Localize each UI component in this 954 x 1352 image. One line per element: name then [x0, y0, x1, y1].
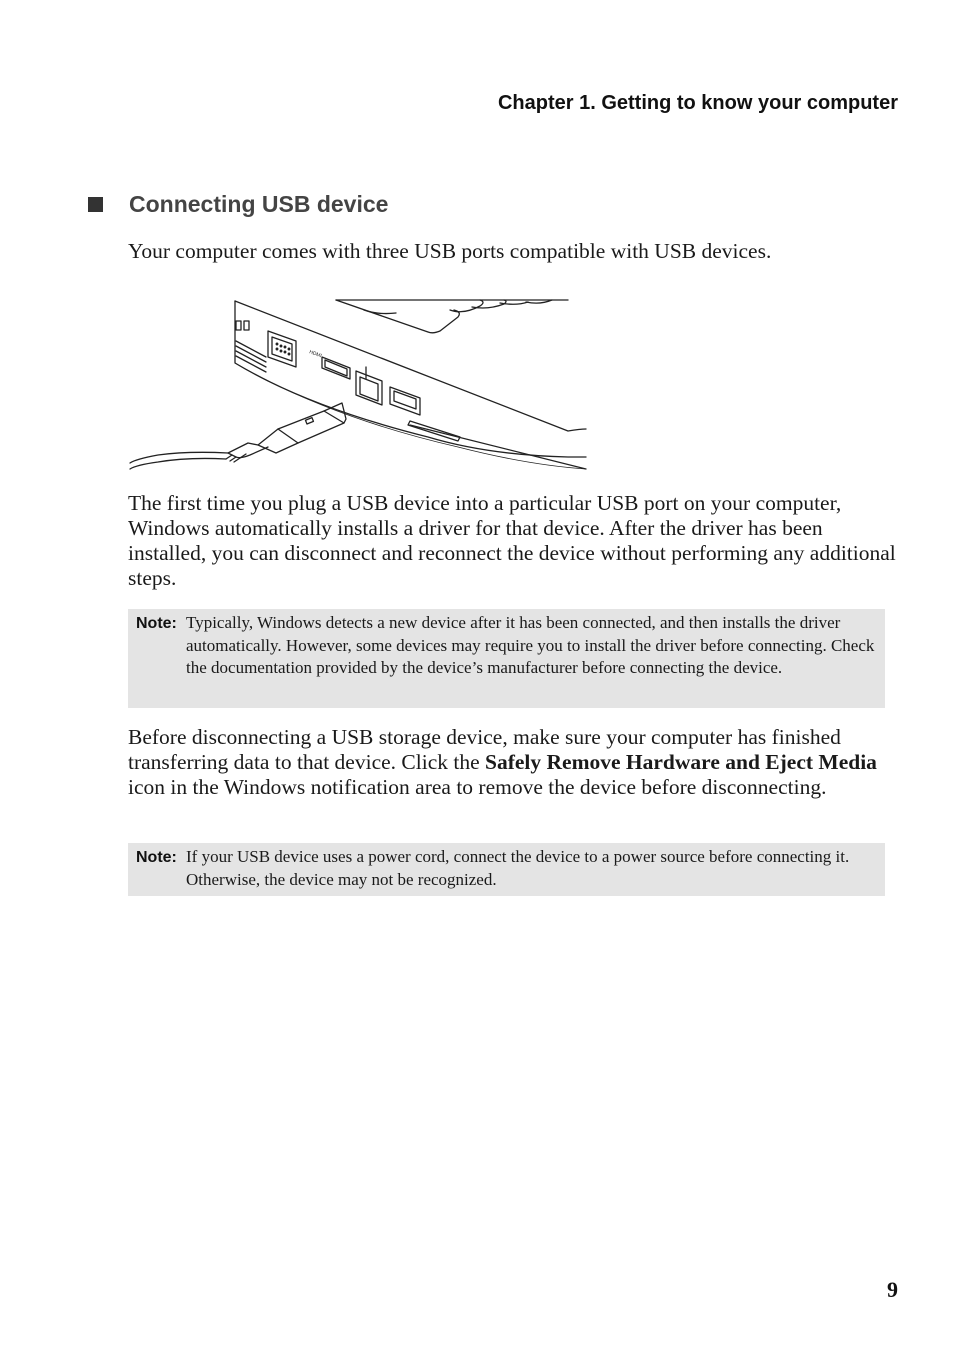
first-time-paragraph: The first time you plug a USB device into a particular USB port on your computer, Windows automatically installs a driver for that device. After the driver has been installed, you can disconnect and reconnect the device without performing any additional steps.: [128, 491, 896, 590]
note-label: Note:: [136, 615, 177, 632]
note-label: Note:: [136, 849, 177, 866]
section-heading: [88, 191, 388, 218]
note-box: [128, 609, 885, 708]
usb-plug-icon: [130, 403, 346, 469]
note-box: [128, 843, 885, 896]
laptop-side-view-icon: [128, 297, 588, 475]
safely-remove-hardware-term: Safely Remove Hardware and Eject Media: [485, 750, 877, 774]
note-text: Typically, Windows detects a new device after it has been connected, and then installs the driver automatically. However, some devices may require you to install the driver before connecting. Check the documentation provided by the device’s manufacturer before connecting the device.: [186, 613, 875, 677]
note-text: If your USB device uses a power cord, connect the device to a power source before connecting it. Otherwise, the device may not be recognized.: [186, 847, 850, 889]
intro-paragraph: Your computer comes with three USB ports compatible with USB devices.: [128, 239, 772, 263]
key-outline-1: [336, 300, 459, 333]
usb-port-icon: [390, 387, 420, 415]
square-bullet-icon: [88, 197, 103, 212]
page-number: 9: [887, 1277, 898, 1302]
chapter-header: Chapter 1. Getting to know your computer: [497, 92, 898, 114]
usb-connection-illustration: [128, 297, 588, 475]
before-disconnect-text-1: Before disconnecting a USB storage device, make sure your computer has finished transferring data to that device. Click the: [128, 725, 841, 774]
section-title: Connecting USB device: [129, 191, 389, 217]
before-disconnect-text-2: icon in the Windows notification area to remove the device before disconnecting.: [128, 775, 827, 799]
ethernet-port-icon: [356, 367, 382, 405]
before-disconnect-paragraph: [128, 725, 898, 800]
vga-port-icon: [268, 331, 296, 367]
hdmi-port-icon: [322, 357, 350, 379]
hdmi-label: HDMI: [308, 349, 323, 360]
